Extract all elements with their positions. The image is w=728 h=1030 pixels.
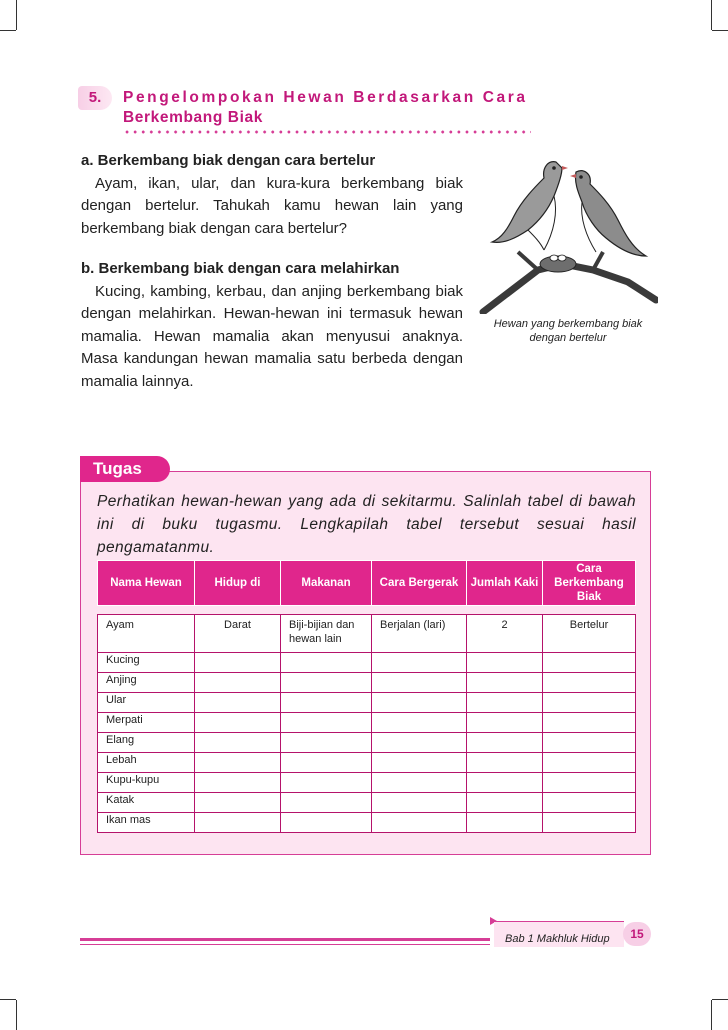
table-cell [195, 713, 281, 733]
table-cell: Berjalan (lari) [372, 615, 467, 653]
part-b-text: Kucing, kambing, kerbau, dan anjing berkembang biak dengan melahirkan. Hewan-hewan ini termasuk hewan mamalia. Hewan mamalia akan menyusui anaknya. Masa kandungan hewan mamalia satu berbeda dengan mamalia lainnya. [81, 282, 463, 390]
table-cell: Ular [98, 693, 195, 713]
table-cell [195, 813, 281, 833]
crop-mark [711, 0, 712, 30]
tugas-label: Tugas [80, 456, 170, 482]
table-cell [281, 693, 372, 713]
table-gap [98, 606, 636, 615]
table-cell [467, 753, 543, 773]
table-cell [543, 733, 636, 753]
table-header-row [98, 561, 636, 606]
section-title-line2: Berkembang Biak [123, 109, 263, 126]
crop-mark [0, 30, 16, 31]
table-cell [281, 773, 372, 793]
table-cell: 2 [467, 615, 543, 653]
table-cell [467, 793, 543, 813]
table-cell [543, 693, 636, 713]
observation-table [97, 560, 636, 833]
table-cell [281, 813, 372, 833]
table-row [98, 673, 636, 693]
table-cell [543, 713, 636, 733]
dotted-divider [123, 130, 531, 134]
section-number: 5. [78, 86, 112, 110]
part-b [81, 258, 463, 393]
table-cell: Bertelur [543, 615, 636, 653]
section-title-line1: Pengelompokan Hewan Berdasarkan Cara [123, 89, 528, 106]
crop-mark [0, 999, 16, 1000]
section-title [123, 88, 543, 128]
header-nama-hewan: Nama Hewan [98, 561, 195, 606]
table-cell [467, 673, 543, 693]
table-cell [467, 773, 543, 793]
table-cell [372, 653, 467, 673]
birds-illustration [478, 152, 658, 314]
table-cell [543, 773, 636, 793]
table-cell [281, 673, 372, 693]
table-cell [195, 653, 281, 673]
table-cell [543, 673, 636, 693]
table-cell [467, 693, 543, 713]
table-cell [281, 713, 372, 733]
crop-mark [712, 30, 728, 31]
table-cell [372, 673, 467, 693]
table-cell [195, 693, 281, 713]
table-row [98, 813, 636, 833]
crop-mark [712, 999, 728, 1000]
table-cell: Katak [98, 793, 195, 813]
part-a-heading: a. Berkembang biak dengan cara bertelur [81, 152, 376, 169]
table-cell [372, 693, 467, 713]
crop-mark [711, 1000, 712, 1030]
table-cell [543, 813, 636, 833]
table-cell [195, 773, 281, 793]
table-cell [467, 733, 543, 753]
crop-mark [16, 0, 17, 30]
footer-rule [80, 944, 490, 945]
table-cell: Biji-bijian dan hewan lain [281, 615, 372, 653]
part-b-heading: b. Berkembang biak dengan cara melahirkan [81, 260, 400, 277]
table-cell [372, 753, 467, 773]
table-cell [467, 713, 543, 733]
table-cell [281, 753, 372, 773]
table-cell [281, 793, 372, 813]
table-cell [372, 813, 467, 833]
table-cell [543, 753, 636, 773]
part-a [81, 150, 463, 240]
table-cell [372, 733, 467, 753]
table-row [98, 653, 636, 673]
table-row [98, 753, 636, 773]
table-cell: Kucing [98, 653, 195, 673]
tugas-instruction: Perhatikan hewan-hewan yang ada di sekitarmu. Salinlah tabel di bawah ini di buku tugasmu. Lengkapilah tabel tersebut sesuai hasil pengamatanmu. [97, 493, 636, 556]
header-cara-berkembang-biak: Cara Berkembang Biak [543, 561, 636, 606]
page-number: 15 [623, 922, 651, 946]
table-cell [195, 673, 281, 693]
table-row-example [98, 615, 636, 653]
table-cell [543, 653, 636, 673]
header-hidup-di: Hidup di [195, 561, 281, 606]
table-cell: Anjing [98, 673, 195, 693]
crop-mark [16, 1000, 17, 1030]
image-caption-line1: Hewan yang berkembang biak [493, 318, 643, 330]
table-row [98, 793, 636, 813]
table-cell: Elang [98, 733, 195, 753]
table-cell [372, 773, 467, 793]
table-cell [195, 753, 281, 773]
table-row [98, 713, 636, 733]
table-cell [281, 653, 372, 673]
header-makanan: Makanan [281, 561, 372, 606]
table-cell [281, 733, 372, 753]
footer-chapter: Bab 1 Makhluk Hidup [505, 933, 610, 945]
table-cell: Ayam [98, 615, 195, 653]
part-a-text: Ayam, ikan, ular, dan kura-kura berkembang biak dengan bertelur. Tahukah kamu hewan lain yang berkembang biak dengan cara bertelur? [81, 174, 463, 237]
image-caption [478, 317, 658, 345]
table-cell [467, 813, 543, 833]
table-cell [195, 793, 281, 813]
table-cell [372, 793, 467, 813]
header-cara-bergerak: Cara Bergerak [372, 561, 467, 606]
table-cell [372, 713, 467, 733]
table-cell: Kupu-kupu [98, 773, 195, 793]
table-cell: Lebah [98, 753, 195, 773]
table-row [98, 693, 636, 713]
table-cell: Darat [195, 615, 281, 653]
table-cell [195, 733, 281, 753]
header-jumlah-kaki: Jumlah Kaki [467, 561, 543, 606]
table-cell [543, 793, 636, 813]
table-row [98, 733, 636, 753]
table-cell [467, 653, 543, 673]
table-cell: Ikan mas [98, 813, 195, 833]
table-cell: Merpati [98, 713, 195, 733]
table-row [98, 773, 636, 793]
footer-rule [80, 938, 490, 941]
image-caption-line2: dengan bertelur [529, 332, 607, 344]
